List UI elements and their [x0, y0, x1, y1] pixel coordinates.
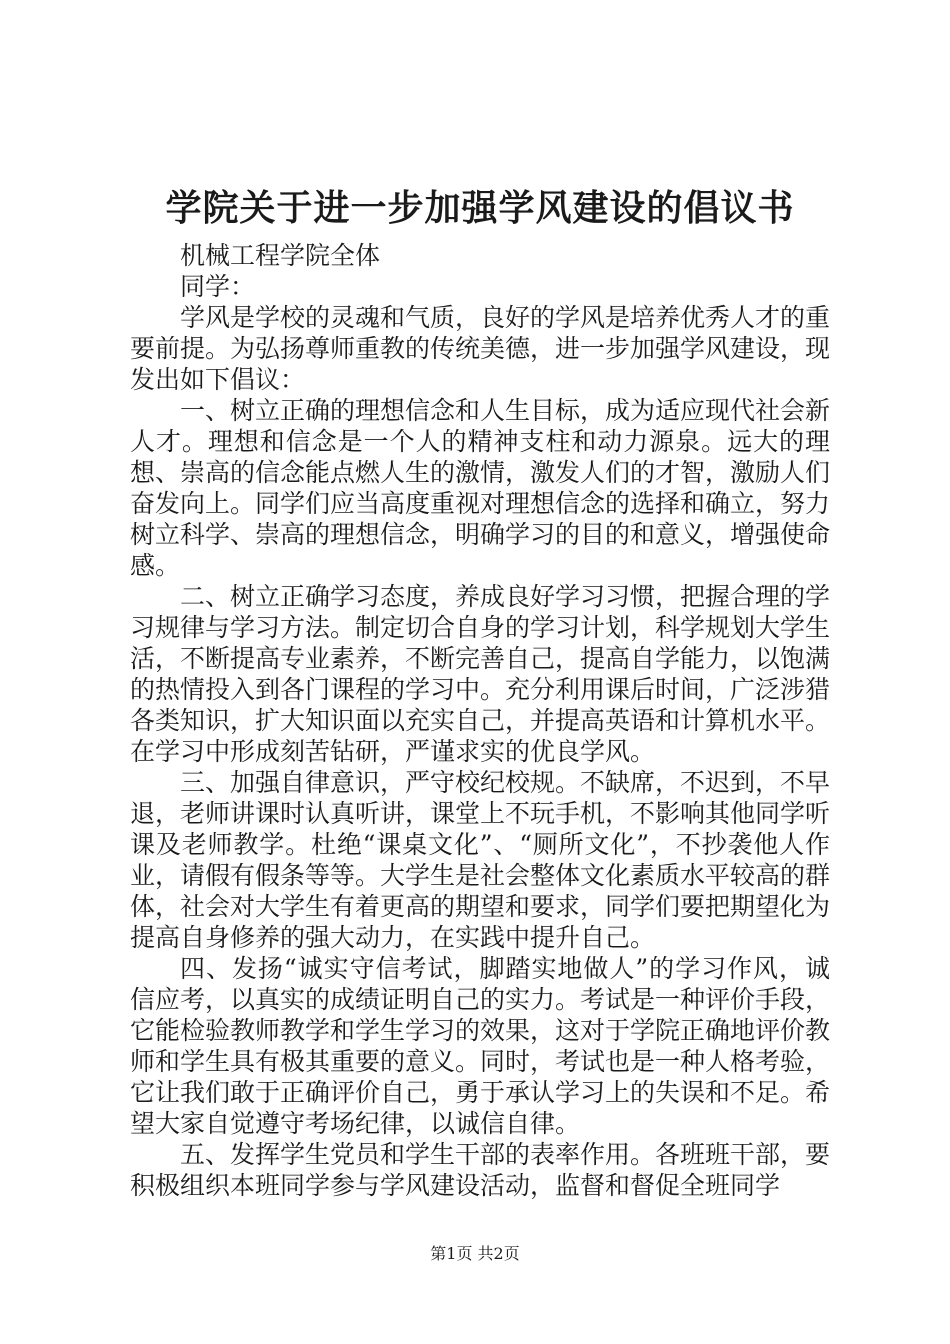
salutation-line-1: 机械工程学院全体 [180, 241, 381, 270]
salutation-line-2: 同学： [180, 272, 256, 301]
paragraph-point-2: 二、树立正确学习态度，养成良好学习习惯，把握合理的学习规律与学习方法。制定切合自身的学习计划，科学规划大学生活，不断提高专业素养，不断完善自己，提高自学能力，以饱满的热情投入到各门课程的学习中。充分利用课后时间，广泛涉猎各类知识，扩大知识面以充实自己，并提高英语和计算机水平。在学习中形成刻苦钻研，严谨求实的优良学风。 [130, 582, 831, 766]
paragraph-point-3: 三、加强自律意识，严守校纪校规。不缺席，不迟到，不早退，老师讲课时认真听讲，课堂上不玩手机，不影响其他同学听课及老师教学。杜绝“课桌文化”、“厕所文化”，不抄袭他人作业，请假有假条等等。大学生是社会整体文化素质水平较高的群体，社会对大学生有着更高的期望和要求，同学们要把期望化为提高自身修养的强大动力，在实践中提升自己。 [130, 768, 831, 952]
document-body [130, 240, 830, 1201]
paragraph-intro: 学风是学校的灵魂和气质，良好的学风是培养优秀人才的重要前提。为弘扬尊师重教的传统美德，进一步加强学风建设，现发出如下倡议： [130, 303, 831, 394]
paragraph-point-4: 四、发扬“诚实守信考试，脚踏实地做人”的学习作风，诚信应考，以真实的成绩证明自己的实力。考试是一种评价手段，它能检验教师教学和学生学习的效果，这对于学院正确地评价教师和学生具有极其重要的意义。同时，考试也是一种人格考验，它让我们敢于正确评价自己，勇于承认学习上的失误和不足。希望大家自觉遵守考场纪律，以诚信自律。 [130, 954, 831, 1138]
page-footer: 第1页 共2页 [430, 1244, 520, 1263]
paragraph-point-1: 一、树立正确的理想信念和人生目标，成为适应现代社会新人才。理想和信念是一个人的精神支柱和动力源泉。远大的理想、崇高的信念能点燃人生的激情，激发人们的才智，激励人们奋发向上。同学们应当高度重视对理想信念的选择和确立，努力树立科学、崇高的理想信念，明确学习的目的和意义，增强使命感。 [130, 396, 831, 580]
document-title: 学院关于进一步加强学风建设的倡议书 [165, 187, 795, 229]
paragraph-point-5: 五、发挥学生党员和学生干部的表率作用。各班班干部，要积极组织本班同学参与学风建设活动，监督和督促全班同学 [130, 1140, 831, 1200]
